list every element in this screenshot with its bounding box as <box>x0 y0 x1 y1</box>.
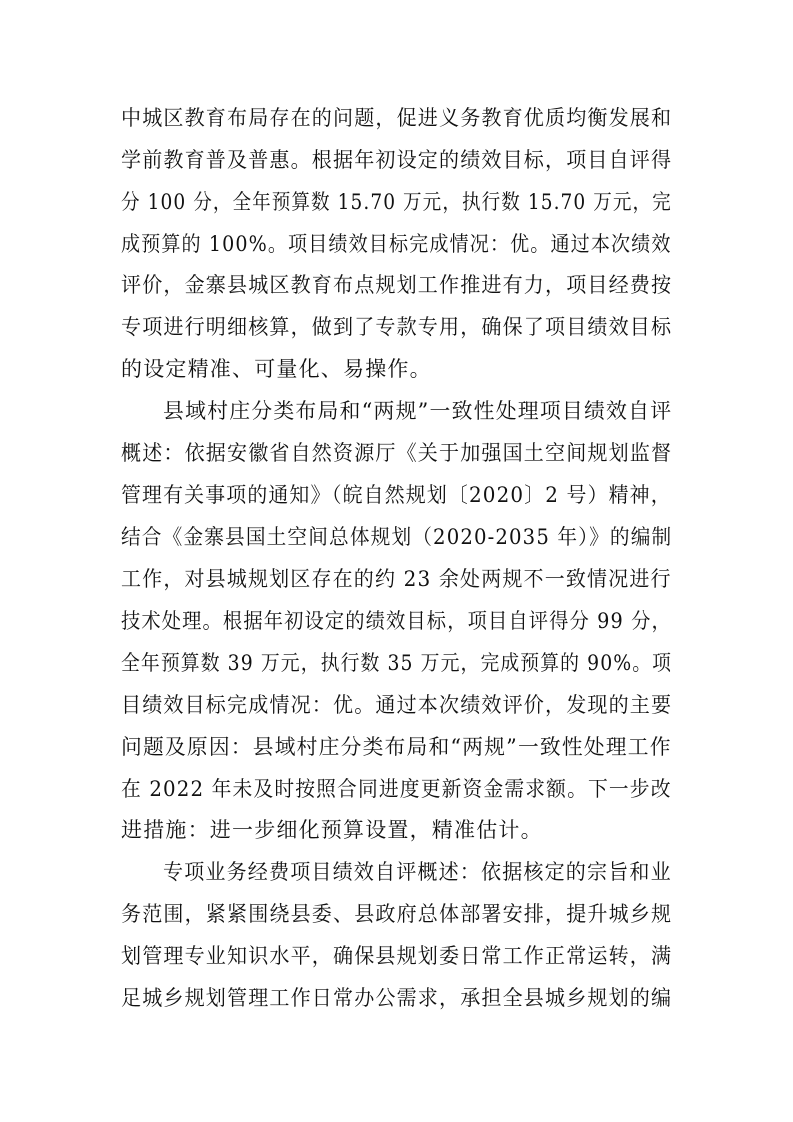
paragraph-first-line: 专项业务经费项目绩效自评概述：依据核定的宗旨和业 <box>163 860 672 884</box>
paragraph-line: 成预算的 100%。项目绩效目标完成情况：优。通过本次绩效 <box>121 232 672 256</box>
paragraph-line: 学前教育普及普惠。根据年初设定的绩效目标，项目自评得 <box>121 148 673 172</box>
paragraph-line: 的设定精准、可量化、易操作。 <box>121 357 432 381</box>
paragraph-line: 管理有关事项的通知》（皖自然规划〔2020〕2 号）精神， <box>121 483 672 507</box>
paragraph-line: 务范围，紧紧围绕县委、县政府总体部署安排，提升城乡规 <box>121 902 673 926</box>
paragraph-line: 目绩效目标完成情况：优。通过本次绩效评价，发现的主要 <box>121 693 673 717</box>
paragraph-line: 划管理专业知识水平，确保县规划委日常工作正常运转，满 <box>121 944 673 968</box>
paragraph-line: 进措施：进一步细化预算设置，精准估计。 <box>121 818 543 842</box>
paragraph-line: 技术处理。根据年初设定的绩效目标，项目自评得分 99 分， <box>121 609 672 633</box>
paragraph-line: 足城乡规划管理工作日常办公需求，承担全县城乡规划的编 <box>121 986 673 1010</box>
paragraph-line: 结合《金寨县国土空间总体规划（2020-2035 年）》的编制 <box>121 525 673 549</box>
paragraph-line: 专项进行明细核算，做到了专款专用，确保了项目绩效目标 <box>121 315 673 339</box>
paragraph-line: 评价，金寨县城区教育布点规划工作推进有力，项目经费按 <box>121 273 673 297</box>
paragraph-line: 全年预算数 39 万元，执行数 35 万元，完成预算的 90%。项 <box>121 651 673 675</box>
paragraph-line: 分 100 分，全年预算数 15.70 万元，执行数 15.70 万元，完 <box>121 190 672 214</box>
paragraph-line: 在 2022 年未及时按照合同进度更新资金需求额。下一步改 <box>121 777 672 801</box>
paragraph-line: 工作，对县城规划区存在的约 23 余处两规不一致情况进行 <box>121 567 672 591</box>
paragraph-line: 概述：依据安徽省自然资源厅《关于加强国土空间规划监督 <box>121 441 673 465</box>
paragraph-first-line: 县域村庄分类布局和“两规”一致性处理项目绩效自评 <box>163 399 673 423</box>
paragraph-line: 中城区教育布局存在的问题，促进义务教育优质均衡发展和 <box>121 106 673 130</box>
paragraph-line: 问题及原因：县域村庄分类布局和“两规”一致性处理工作 <box>121 735 672 759</box>
